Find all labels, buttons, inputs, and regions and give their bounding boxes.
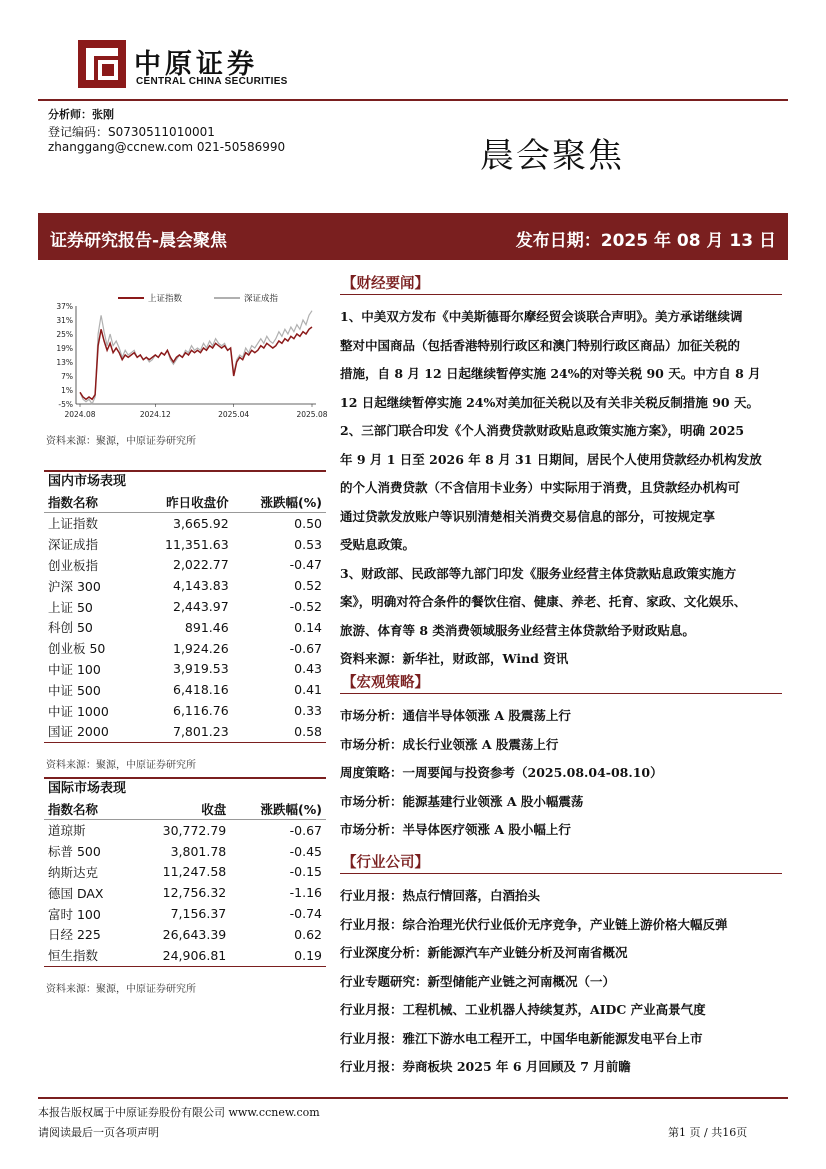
- change-pct-cell: -0.52: [289, 599, 322, 615]
- change-pct-cell: 0.62: [294, 926, 322, 942]
- close-value-cell: 7,156.37: [170, 906, 227, 922]
- close-value-cell: 12,756.32: [162, 885, 227, 901]
- close-value-cell: 30,772.79: [162, 822, 227, 838]
- close-value-cell: 3,801.78: [170, 843, 227, 859]
- news-text-line: 旅游、体育等 8 类消费领域服务业经营主体贷款给予财政贴息。: [340, 622, 695, 638]
- news-text-line: 2、三部门联合印发《个人消费贷款财政贴息政策实施方案》，明确 2025: [340, 423, 745, 438]
- close-value-cell: 2,022.77: [173, 557, 229, 573]
- table-row: [44, 596, 326, 617]
- close-value-cell: 891.46: [184, 619, 229, 635]
- table-row: [44, 721, 326, 742]
- index-name-cell: 日经 225: [48, 927, 101, 943]
- analyst-name: 分析师：张刚: [48, 108, 114, 121]
- industry-report-item: 行业深度分析：新能源汽车产业链分析及河南省概况: [340, 945, 628, 960]
- change-pct-cell: 0.58: [233, 721, 326, 742]
- company-logo-icon: [78, 40, 126, 88]
- news-text-line: 12 日起继续暂停实施 24%对美加征关税以及有关非关税反制措施 90 天。: [340, 394, 759, 410]
- column-header: 指数名称: [44, 798, 132, 820]
- change-pct-cell: 0.14: [294, 619, 322, 635]
- logo-english-name: CENTRAL CHINA SECURITIES: [136, 76, 288, 87]
- macro-report-item: 市场分析：能源基建行业领涨 A 股小幅震荡: [340, 793, 584, 809]
- section-divider: [340, 873, 782, 874]
- macro-report-item: 市场分析：成长行业领涨 A 股震荡上行: [340, 736, 559, 752]
- table-row: [44, 659, 326, 680]
- index-name-cell: 纳斯达克: [48, 864, 99, 880]
- close-value-cell: 3,665.92: [173, 515, 229, 531]
- index-name-cell: 中证 1000: [48, 703, 109, 719]
- footer-divider: [38, 1097, 788, 1099]
- x-tick-label: 2024.08: [64, 410, 96, 419]
- change-pct-cell: 0.53: [294, 536, 322, 552]
- close-value-cell: 11,351.63: [165, 536, 229, 552]
- industry-report-item: 行业月报：热点行情回落，白酒抬头: [340, 888, 541, 903]
- column-header: 昨日收盘价: [136, 491, 232, 513]
- table-row: [44, 534, 326, 555]
- index-name-cell: 科创 50: [48, 620, 93, 636]
- industry-report-item: 行业专题研究：新型储能产业链之河南概况（一）: [340, 973, 616, 989]
- page-number: 第1 页 / 共16页: [668, 1126, 748, 1139]
- news-text-line: 受贴息政策。: [340, 537, 416, 552]
- international-table-title: 国际市场表现: [44, 777, 326, 797]
- table-row: [44, 679, 326, 700]
- header-divider: [38, 99, 788, 101]
- international-table-source: 资料来源：聚源，中原证券研究所: [46, 984, 196, 995]
- change-pct-cell: 0.19: [230, 945, 326, 966]
- publish-date: 发布日期：2025 年 08 月 13 日: [515, 231, 776, 251]
- series-line-shenzhen: [80, 311, 312, 404]
- table-row: [44, 513, 326, 534]
- report-banner: [38, 213, 788, 260]
- column-header: 指数名称: [44, 491, 136, 513]
- table-row: [44, 945, 326, 966]
- industry-report-item: 行业月报：券商板块 2025 年 6 月回顾及 7 月前瞻: [340, 1059, 631, 1074]
- domestic-table-source: 资料来源：聚源，中原证券研究所: [46, 760, 196, 771]
- change-pct-cell: -0.45: [289, 843, 322, 859]
- close-value-cell: 3,919.53: [173, 661, 229, 677]
- finance-news-body: [340, 303, 782, 674]
- table-row: [44, 700, 326, 721]
- y-tick-label: 13%: [56, 358, 73, 367]
- close-value-cell: 2,443.97: [173, 599, 229, 615]
- report-title: 晨会聚焦: [480, 136, 624, 176]
- disclaimer-notice: 请阅读最后一页各项声明: [38, 1126, 159, 1139]
- y-tick-label: 19%: [56, 344, 73, 353]
- news-text-line: 案》，明确对符合条件的餐饮住宿、健康、养老、托育、家政、文化娱乐、: [340, 594, 747, 609]
- change-pct-cell: -0.67: [289, 822, 322, 838]
- index-name-cell: 创业板指: [48, 557, 99, 573]
- copyright-notice: 本报告版权属于中原证券股份有限公司 www.ccnew.com: [38, 1106, 320, 1119]
- change-pct-cell: 0.43: [294, 661, 322, 677]
- analyst-contact: zhanggang@ccnew.com 021-50586990: [48, 140, 286, 154]
- news-text-line: 措施，自 8 月 12 日起继续暂停实施 24%的对等关税 90 天。中方自 8 月: [340, 366, 761, 381]
- international-market-table: [44, 798, 326, 967]
- change-pct-cell: 0.41: [294, 682, 322, 698]
- table-row: [44, 862, 326, 883]
- logo-chinese-name: 中原证券: [134, 49, 258, 80]
- y-tick-label: -5%: [58, 400, 73, 409]
- index-name-cell: 道琼斯: [48, 823, 86, 839]
- news-text-line: 整对中国商品（包括香港特别行政区和澳门特别行政区商品）加征关税的: [340, 337, 741, 353]
- index-name-cell: 标普 500: [48, 844, 101, 860]
- index-name-cell: 上证指数: [48, 516, 99, 532]
- index-name-cell: 中证 100: [48, 661, 101, 677]
- change-pct-cell: 0.52: [294, 578, 322, 594]
- change-pct-cell: -0.67: [289, 640, 322, 656]
- close-value-cell: 7,801.23: [136, 721, 232, 742]
- index-name-cell: 恒生指数: [44, 945, 132, 966]
- macro-report-item: 市场分析：半导体医疗领涨 A 股小幅上行: [340, 822, 571, 837]
- news-text-line: 1、中美双方发布《中美斯德哥尔摩经贸会谈联合声明》。美方承诺继续调: [340, 309, 743, 324]
- table-row: [44, 841, 326, 862]
- x-tick-label: 2025.04: [218, 410, 250, 419]
- y-tick-label: 25%: [56, 330, 73, 339]
- series-line-shanghai: [80, 327, 312, 399]
- table-row: [44, 617, 326, 638]
- table-row: [44, 575, 326, 596]
- close-value-cell: 6,116.76: [173, 703, 229, 719]
- news-text-line: 通过贷款发放账户等识别清楚相关消费交易信息的部分，可按规定享: [340, 508, 716, 524]
- change-pct-cell: 0.50: [294, 515, 322, 531]
- index-name-cell: 德国 DAX: [48, 885, 104, 901]
- industry-report-item: 行业月报：综合治理光伏行业低价无序竞争，产业链上游价格大幅反弹: [340, 916, 728, 932]
- news-text-line: 的个人消费贷款（不含信用卡业务）中实际用于消费，且贷款经办机构可: [340, 480, 741, 495]
- change-pct-cell: -0.74: [289, 906, 322, 922]
- registration-code: 登记编码：S0730511010001: [48, 125, 215, 139]
- y-tick-label: 7%: [61, 372, 73, 381]
- table-row: [44, 555, 326, 576]
- industry-report-item: 行业月报：工程机械、工业机器人持续复苏，AIDC 产业高景气度: [340, 1002, 706, 1017]
- table-row: [44, 882, 326, 903]
- index-name-cell: 上证 50: [48, 599, 93, 615]
- domestic-market-table: [44, 491, 326, 743]
- close-value-cell: 4,143.83: [173, 578, 229, 594]
- section-divider: [340, 693, 782, 694]
- x-tick-label: 2025.08: [296, 410, 328, 419]
- industry-report-item: 行业月报：雅江下游水电工程开工，中国华电新能源发电平台上市: [340, 1030, 703, 1046]
- news-text-line: 年 9 月 1 日至 2026 年 8 月 31 日期间，居民个人使用贷款经办机构发放: [340, 451, 762, 467]
- index-name-cell: 中证 500: [48, 682, 101, 698]
- table-row: [44, 903, 326, 924]
- change-pct-cell: 0.33: [294, 703, 322, 719]
- table-header-row: [44, 798, 326, 820]
- table-row: [44, 638, 326, 659]
- section-divider: [340, 294, 782, 295]
- report-type: 证券研究报告-晨会聚焦: [50, 231, 228, 251]
- index-name-cell: 沪深 300: [48, 578, 101, 594]
- legend-label: 上证指数: [148, 294, 183, 304]
- x-tick-label: 2024.12: [139, 410, 171, 419]
- table-header-row: [44, 491, 326, 513]
- index-name-cell: 国证 2000: [44, 721, 136, 742]
- index-name-cell: 创业板 50: [48, 641, 106, 657]
- index-performance-chart: [44, 288, 328, 428]
- legend-label: 深证成指: [244, 294, 279, 304]
- change-pct-cell: -0.15: [289, 864, 322, 880]
- macro-report-item: 市场分析：通信半导体领涨 A 股震荡上行: [340, 708, 571, 723]
- index-name-cell: 富时 100: [48, 906, 101, 922]
- change-pct-cell: -0.47: [289, 557, 322, 573]
- macro-strategy-heading: 【宏观策略】: [342, 675, 429, 691]
- y-tick-label: 1%: [61, 386, 73, 395]
- change-pct-cell: -1.16: [289, 885, 322, 901]
- news-text-line: 3、财政部、民政部等九部门印发《服务业经营主体贷款贴息政策实施方: [340, 565, 737, 581]
- table-row: [44, 820, 326, 841]
- close-value-cell: 6,418.16: [173, 682, 229, 698]
- table-row: [44, 924, 326, 945]
- column-header: 收盘: [132, 798, 231, 820]
- industry-company-heading: 【行业公司】: [342, 855, 429, 871]
- finance-news-heading: 【财经要闻】: [342, 276, 429, 292]
- index-name-cell: 深证成指: [48, 537, 99, 553]
- column-header: 涨跌幅(%): [230, 798, 326, 820]
- close-value-cell: 11,247.58: [162, 864, 227, 880]
- close-value-cell: 1,924.26: [173, 640, 229, 656]
- close-value-cell: 24,906.81: [132, 945, 231, 966]
- macro-strategy-list: [340, 702, 782, 845]
- y-tick-label: 31%: [56, 316, 73, 325]
- chart-source: 资料来源：聚源，中原证券研究所: [46, 436, 196, 447]
- macro-report-item: 周度策略：一周要闻与投资参考（2025.08.04-08.10）: [340, 765, 663, 780]
- y-tick-label: 37%: [56, 302, 73, 311]
- industry-company-list: [340, 882, 782, 1082]
- close-value-cell: 26,643.39: [162, 926, 227, 942]
- domestic-table-title: 国内市场表现: [44, 470, 326, 490]
- column-header: 涨跌幅(%): [233, 491, 326, 513]
- news-text-line: 资料来源：新华社，财政部，Wind 资讯: [340, 651, 569, 666]
